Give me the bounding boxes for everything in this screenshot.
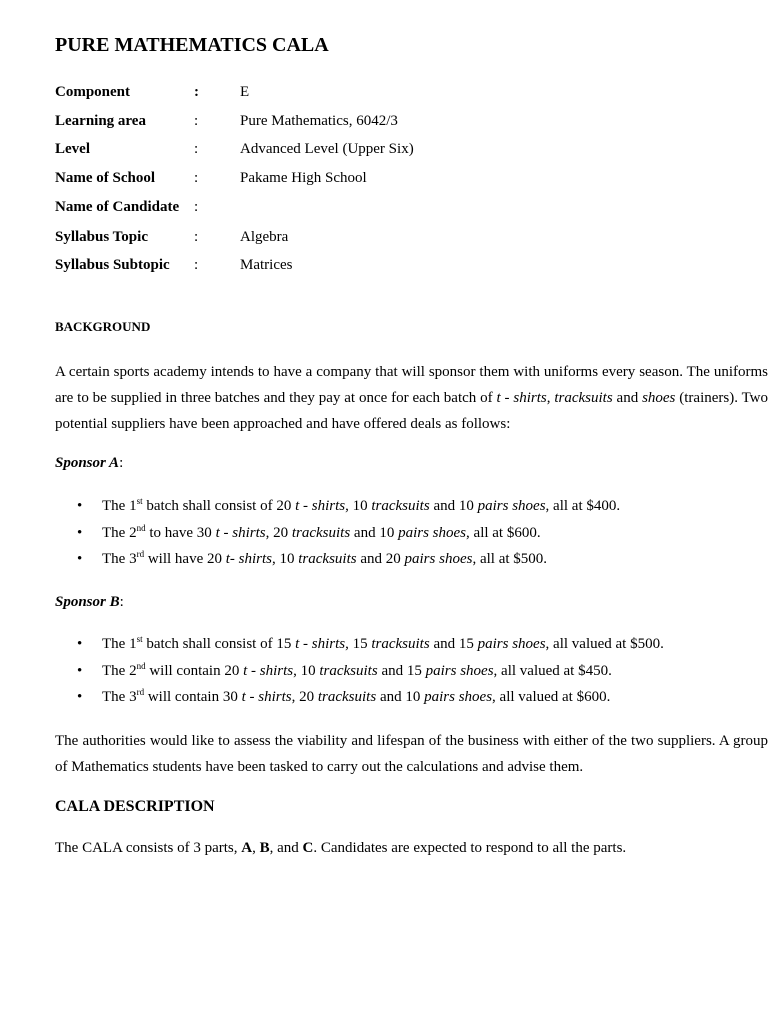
text-run: , 20 <box>291 689 318 705</box>
background-heading: BACKGROUND <box>55 319 151 334</box>
item-term: pairs shoes <box>424 689 493 705</box>
item-term: t - shirts <box>241 689 292 705</box>
text-run: and 15 <box>429 636 478 652</box>
text-run: . Candidates are expected to respond to all the parts. <box>313 840 627 856</box>
background-paragraph <box>55 359 768 437</box>
cala-description-heading: CALA DESCRIPTION <box>55 798 215 815</box>
text-run: , and <box>269 840 303 856</box>
text-run: and 10 <box>376 689 425 705</box>
item-term: t - shirts <box>243 663 294 679</box>
item-term: pairs shoes <box>425 663 494 679</box>
bullet-icon: • <box>77 498 83 514</box>
authorities-paragraph: The authorities would like to assess the viability and lifespan of the business with either of the two suppliers. A group of Mathematics students have been tasked to carry out the calculations and advise them. <box>55 733 768 775</box>
text-run: , <box>546 390 555 406</box>
text-run: The 3 <box>102 689 137 705</box>
meta-colon: : <box>194 141 199 157</box>
item-term: tracksuits <box>554 390 613 406</box>
colon: : <box>119 594 124 610</box>
bullet-icon: • <box>77 689 83 705</box>
text-run: The 2 <box>102 663 137 679</box>
meta-label-learning-area: Learning area <box>55 113 146 129</box>
bullet-icon: • <box>77 636 83 652</box>
text-run: and 10 <box>350 525 399 541</box>
text-run: and 15 <box>377 663 426 679</box>
text-run: , 10 <box>345 498 372 514</box>
text-run: , 15 <box>345 636 372 652</box>
list-item <box>102 551 547 568</box>
sponsor-a-heading <box>55 455 123 472</box>
text-run: , 10 <box>272 551 299 567</box>
part-label: C <box>302 840 314 856</box>
text-run: The 2 <box>102 525 137 541</box>
text-run: , all valued at $450. <box>493 663 612 679</box>
bullet-icon: • <box>77 525 83 541</box>
meta-label-school: Name of School <box>55 170 155 186</box>
meta-colon: : <box>194 84 199 100</box>
text-run: to have 30 <box>145 525 216 541</box>
item-term: pairs shoes <box>477 498 546 514</box>
meta-value-learning-area: Pure Mathematics, 6042/3 <box>240 113 398 129</box>
text-run: will have 20 <box>144 551 226 567</box>
text-run: , all at $600. <box>466 525 541 541</box>
text-run: (trainers). Two potential suppliers have been approached and have offered deals as follows: <box>55 390 768 432</box>
item-term: shoes <box>642 390 676 406</box>
text-run: The 1 <box>102 498 137 514</box>
ordinal-suffix: st <box>136 634 143 644</box>
meta-colon: : <box>194 229 199 245</box>
list-item <box>102 689 610 706</box>
list-item <box>102 663 612 680</box>
ordinal-suffix: nd <box>136 523 146 533</box>
text-run: , 10 <box>293 663 320 679</box>
item-term: tracksuits <box>291 525 351 541</box>
text-run: will contain 30 <box>144 689 242 705</box>
meta-label-subtopic: Syllabus Subtopic <box>55 257 170 273</box>
part-label: A <box>241 840 253 856</box>
text-run: The 1 <box>102 636 137 652</box>
item-term: t - shirts <box>496 390 547 406</box>
text-run: will contain 20 <box>145 663 244 679</box>
item-term: pairs shoes <box>398 525 467 541</box>
item-term: tracksuits <box>371 636 430 652</box>
meta-colon: : <box>194 199 199 215</box>
ordinal-suffix: rd <box>136 549 145 559</box>
text-run: and <box>612 390 643 406</box>
text-run: , all at $400. <box>545 498 621 514</box>
item-term: tracksuits <box>317 689 377 705</box>
ordinal-suffix: st <box>136 496 143 506</box>
cala-description-text <box>55 840 626 857</box>
text-run: , 20 <box>265 525 292 541</box>
item-term: pairs shoes <box>477 636 546 652</box>
part-label: B <box>259 840 270 856</box>
sponsor-label: Sponsor A <box>55 455 120 471</box>
page-title: PURE MATHEMATICS CALA <box>55 34 329 56</box>
meta-value-subtopic: Matrices <box>240 257 293 273</box>
item-term: tracksuits <box>298 551 357 567</box>
meta-label-topic: Syllabus Topic <box>55 229 148 245</box>
item-term: t- shirts <box>225 551 272 567</box>
sponsor-label: Sponsor B <box>55 594 120 610</box>
meta-colon: : <box>194 257 199 273</box>
meta-value-component: E <box>240 84 250 100</box>
text-run: A certain sports academy intends to have a company that will sponsor them with uniforms every season. The uniforms are to be supplied in three batches and they pay at once for each batch of <box>55 364 768 406</box>
bullet-icon: • <box>77 663 83 679</box>
list-item <box>102 498 620 515</box>
meta-label-component: Component <box>55 84 131 100</box>
text-run: and 20 <box>356 551 405 567</box>
item-term: tracksuits <box>371 498 430 514</box>
text-run: batch shall consist of 20 <box>142 498 296 514</box>
item-term: pairs shoes <box>404 551 473 567</box>
text-run: , all valued at $500. <box>545 636 664 652</box>
list-item <box>102 525 541 542</box>
item-term: t - shirts <box>295 636 346 652</box>
colon: : <box>119 455 124 471</box>
item-term: t - shirts <box>215 525 266 541</box>
text-run: The CALA consists of 3 parts, <box>55 840 242 856</box>
text-run: and 10 <box>429 498 478 514</box>
meta-label-candidate: Name of Candidate <box>55 199 180 215</box>
meta-colon: : <box>194 113 199 129</box>
meta-value-school: Pakame High School <box>240 170 367 186</box>
text-run: batch shall consist of 15 <box>142 636 296 652</box>
bullet-icon: • <box>77 551 83 567</box>
item-term: t - shirts <box>295 498 346 514</box>
list-item <box>102 636 664 653</box>
text-run: The 3 <box>102 551 137 567</box>
meta-label-level: Level <box>55 141 90 157</box>
ordinal-suffix: rd <box>136 687 145 697</box>
text-run: , all at $500. <box>472 551 548 567</box>
item-term: tracksuits <box>319 663 378 679</box>
text-run: , <box>252 840 260 856</box>
meta-value-level: Advanced Level (Upper Six) <box>240 141 414 157</box>
text-run: , all valued at $600. <box>492 689 611 705</box>
sponsor-b-heading <box>55 594 124 611</box>
meta-value-topic: Algebra <box>240 229 289 245</box>
meta-colon: : <box>194 170 199 186</box>
ordinal-suffix: nd <box>136 661 146 671</box>
